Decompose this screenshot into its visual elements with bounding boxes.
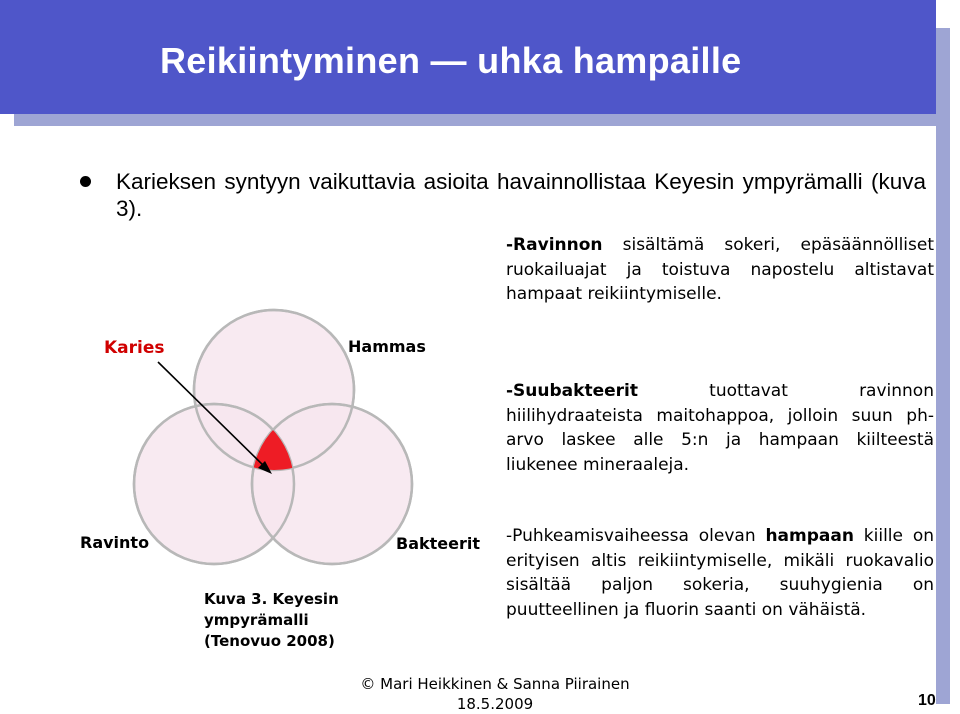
- page-number: 10: [918, 692, 936, 709]
- paragraph-ravinto-bold: -Ravinnon: [506, 235, 603, 255]
- venn-label-ravinto: Ravinto: [80, 533, 150, 552]
- bullet-text: Karieksen syntyyn vaikuttavia asioita havainnollistaa Keyesin ympyrämalli (kuva 3).: [116, 169, 926, 221]
- footer: [330, 674, 660, 714]
- paragraph-suubakteerit-bold: -Suubakteerit: [506, 381, 638, 401]
- caption-line-2: ympyrämalli: [204, 611, 309, 629]
- paragraph-hampaan-text: kiille on erityisen altis reikiintymiselle, mikäli ruokavalio sisältää paljon sokeria, suuhygienia on puutteellinen ja fluorin saanti on vähäistä.: [506, 526, 934, 620]
- venn-label-karies: Karies: [104, 338, 165, 358]
- paragraph-ravinto-text: sisältämä sokeri, epäsäännölliset ruokailuajat ja toistuva napostelu altistavat hampaat reikiintymiselle.: [506, 235, 934, 304]
- venn-label-hammas: Hammas: [348, 337, 426, 356]
- figure-caption: [204, 589, 364, 652]
- caption-line-3: (Tenovuo 2008): [204, 632, 335, 650]
- paragraph-suubakteerit: [506, 379, 934, 477]
- paragraph-ravinto: [506, 233, 934, 307]
- caption-line-1: Kuva 3. Keyesin: [204, 590, 339, 608]
- footer-author: © Mari Heikkinen & Sanna Piirainen: [360, 675, 630, 693]
- paragraph-suubakteerit-text: tuottavat ravinnon hiilihydraateista maitohappoa, jolloin suun ph-arvo laskee alle 5:n ja hampaan kiilteestä liukenee mineraaleja.: [506, 381, 934, 475]
- slide-title: Reikiintyminen — uhka hampaille: [160, 40, 742, 81]
- paragraph-hampaan-bold: hampaan: [765, 526, 854, 546]
- paragraph-hampaan-prefix: -Puhkeamisvaiheessa olevan: [506, 526, 766, 546]
- paragraph-hampaan: [506, 524, 934, 622]
- venn-label-bakteerit: Bakteerit: [396, 534, 481, 553]
- footer-date: 18.5.2009: [456, 695, 534, 713]
